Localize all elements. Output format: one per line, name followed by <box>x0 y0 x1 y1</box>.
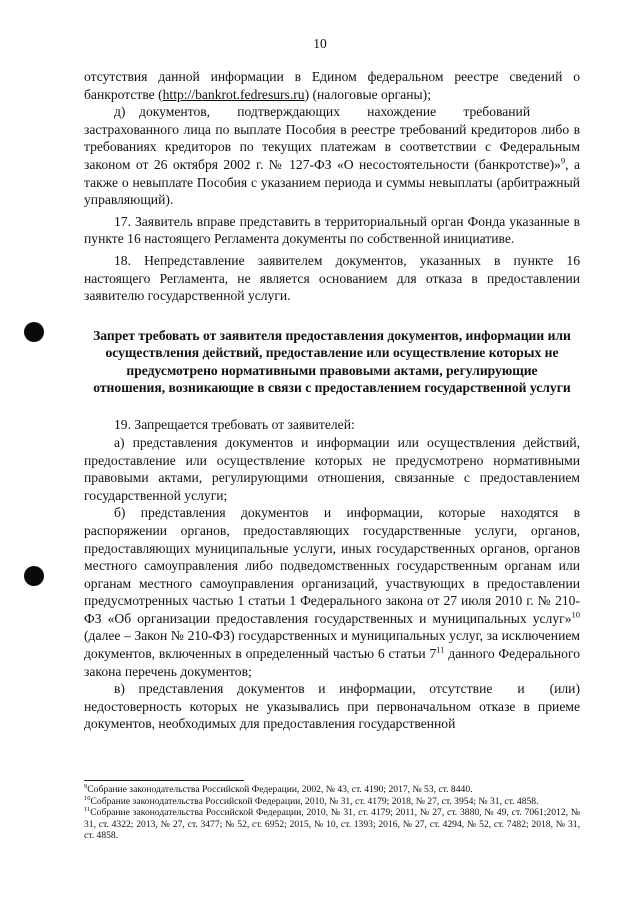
text: отсутствия данной информации в Едином федеральном реестре сведений о банкротстве ( <box>84 69 580 102</box>
paragraph: в) представления документов и информации, отсутствие и (или) недостоверность которых не указывались при первоначальном отказе в приеме документов, необходимых для предоставления государственной <box>84 681 580 732</box>
footnote-number: 10 <box>84 794 91 802</box>
paragraph: а) представления документов и информации или осуществления действий, предоставление или осуществление которых не предусмотрено нормативными правовыми актами, регулирующими отношения, связанные с предоставлением государственной услуги; <box>84 434 580 503</box>
footnote <box>84 807 580 842</box>
paragraph <box>84 103 580 209</box>
footnote-ref[interactable]: 10 <box>571 609 580 620</box>
paragraph <box>84 504 580 680</box>
paragraph: 17. Заявитель вправе представить в территориальный орган Фонда указанные в пункте 16 настоящего Регламента документы по собственной инициативе. <box>84 213 580 247</box>
footnote-text: Собрание законодательства Российской Федерации, 2002, № 43, ст. 4190; 2017, № 53, ст. 8440. <box>87 784 473 795</box>
footnote-number: 11 <box>84 806 91 813</box>
footnote-ref[interactable]: 9 <box>560 155 566 166</box>
footnote <box>84 796 580 808</box>
text: , а также о невыплате Пособия с указанием периода и суммы невыплаты (арбитражный управляющий). <box>84 156 580 208</box>
text: б) представления документов и информации, которые находятся в распоряжении органов, предоставляющих государственные услуги, органов, предоставляющих муниципальные услуги, иных государственных органов, органов местного самоуправления либо подведомственных государственным органам или органам местного самоуправления организаций, участвующих в предоставлении предусмотренных частью 1 статьи 1 Федерального закона от 27 июля 2010 г. № 210-ФЗ «Об организации предоставления государственных и муниципальных услуг» <box>84 505 580 626</box>
punch-hole-mark <box>24 566 44 586</box>
paragraph <box>84 68 580 103</box>
footnote-number: 9 <box>84 782 88 790</box>
footnote <box>84 784 580 796</box>
text: (далее – Закон № 210-ФЗ) государственных и муниципальных услуг, за исключением документов, включенных в определенный частью 6 статьи 7 <box>84 628 580 662</box>
section-heading: Запрет требовать от заявителя предоставления документов, информации или осуществления действий, предоставление или осуществление которых не предусмотрено нормативными правовыми актами, регулирующие отношения, возникающие в связи с предоставлением государственной услуги <box>93 327 571 395</box>
footnote-text: Собрание законодательства Российской Федерации, 2010, № 31, ст. 4179; 2011, № 27, ст. 3880, № 49, ст. 7061;2012, № 31, ст. 4322; 2013, № 27, ст. 3477; № 52, ст. 6952; 2015, № 10, ст. 1393; 2016, № 27, ст. 4294, № 52, ст. 7482; 2018, № 31, ст. 4858. <box>84 807 580 842</box>
paragraph: 19. Запрещается требовать от заявителей: <box>114 417 355 433</box>
footnotes <box>84 784 580 842</box>
document-body <box>84 68 580 733</box>
text: данного Федерального закона перечень документов; <box>84 646 580 679</box>
punch-hole-mark <box>24 322 44 342</box>
footnote-divider <box>84 780 244 781</box>
text: ) (налоговые органы); <box>304 86 431 102</box>
footnote-ref[interactable]: 11 <box>436 644 445 655</box>
text: д) документов, подтверждающих нахождение требований застрахованного лица по выплате Пособия в реестре требований кредиторов либо в требованиях кредиторов по текущих платежам в соответствии с Федеральным законом от 26 октября 2002 г. № 127-ФЗ «О несостоятельности (банкротстве)» <box>84 104 580 172</box>
bankrot-link[interactable]: http://bankrot.fedresurs.ru <box>162 86 305 102</box>
paragraph: 18. Непредставление заявителем документов, указанных в пункте 16 настоящего Регламента, не является основанием для отказа в предоставлении заявителю государственной услуги. <box>84 252 580 304</box>
page-number: 10 <box>313 36 327 51</box>
footnote-text: Собрание законодательства Российской Федерации, 2010, № 31, ст. 4179; 2018, № 27, ст. 3954; № 31, ст. 4858. <box>90 795 539 807</box>
